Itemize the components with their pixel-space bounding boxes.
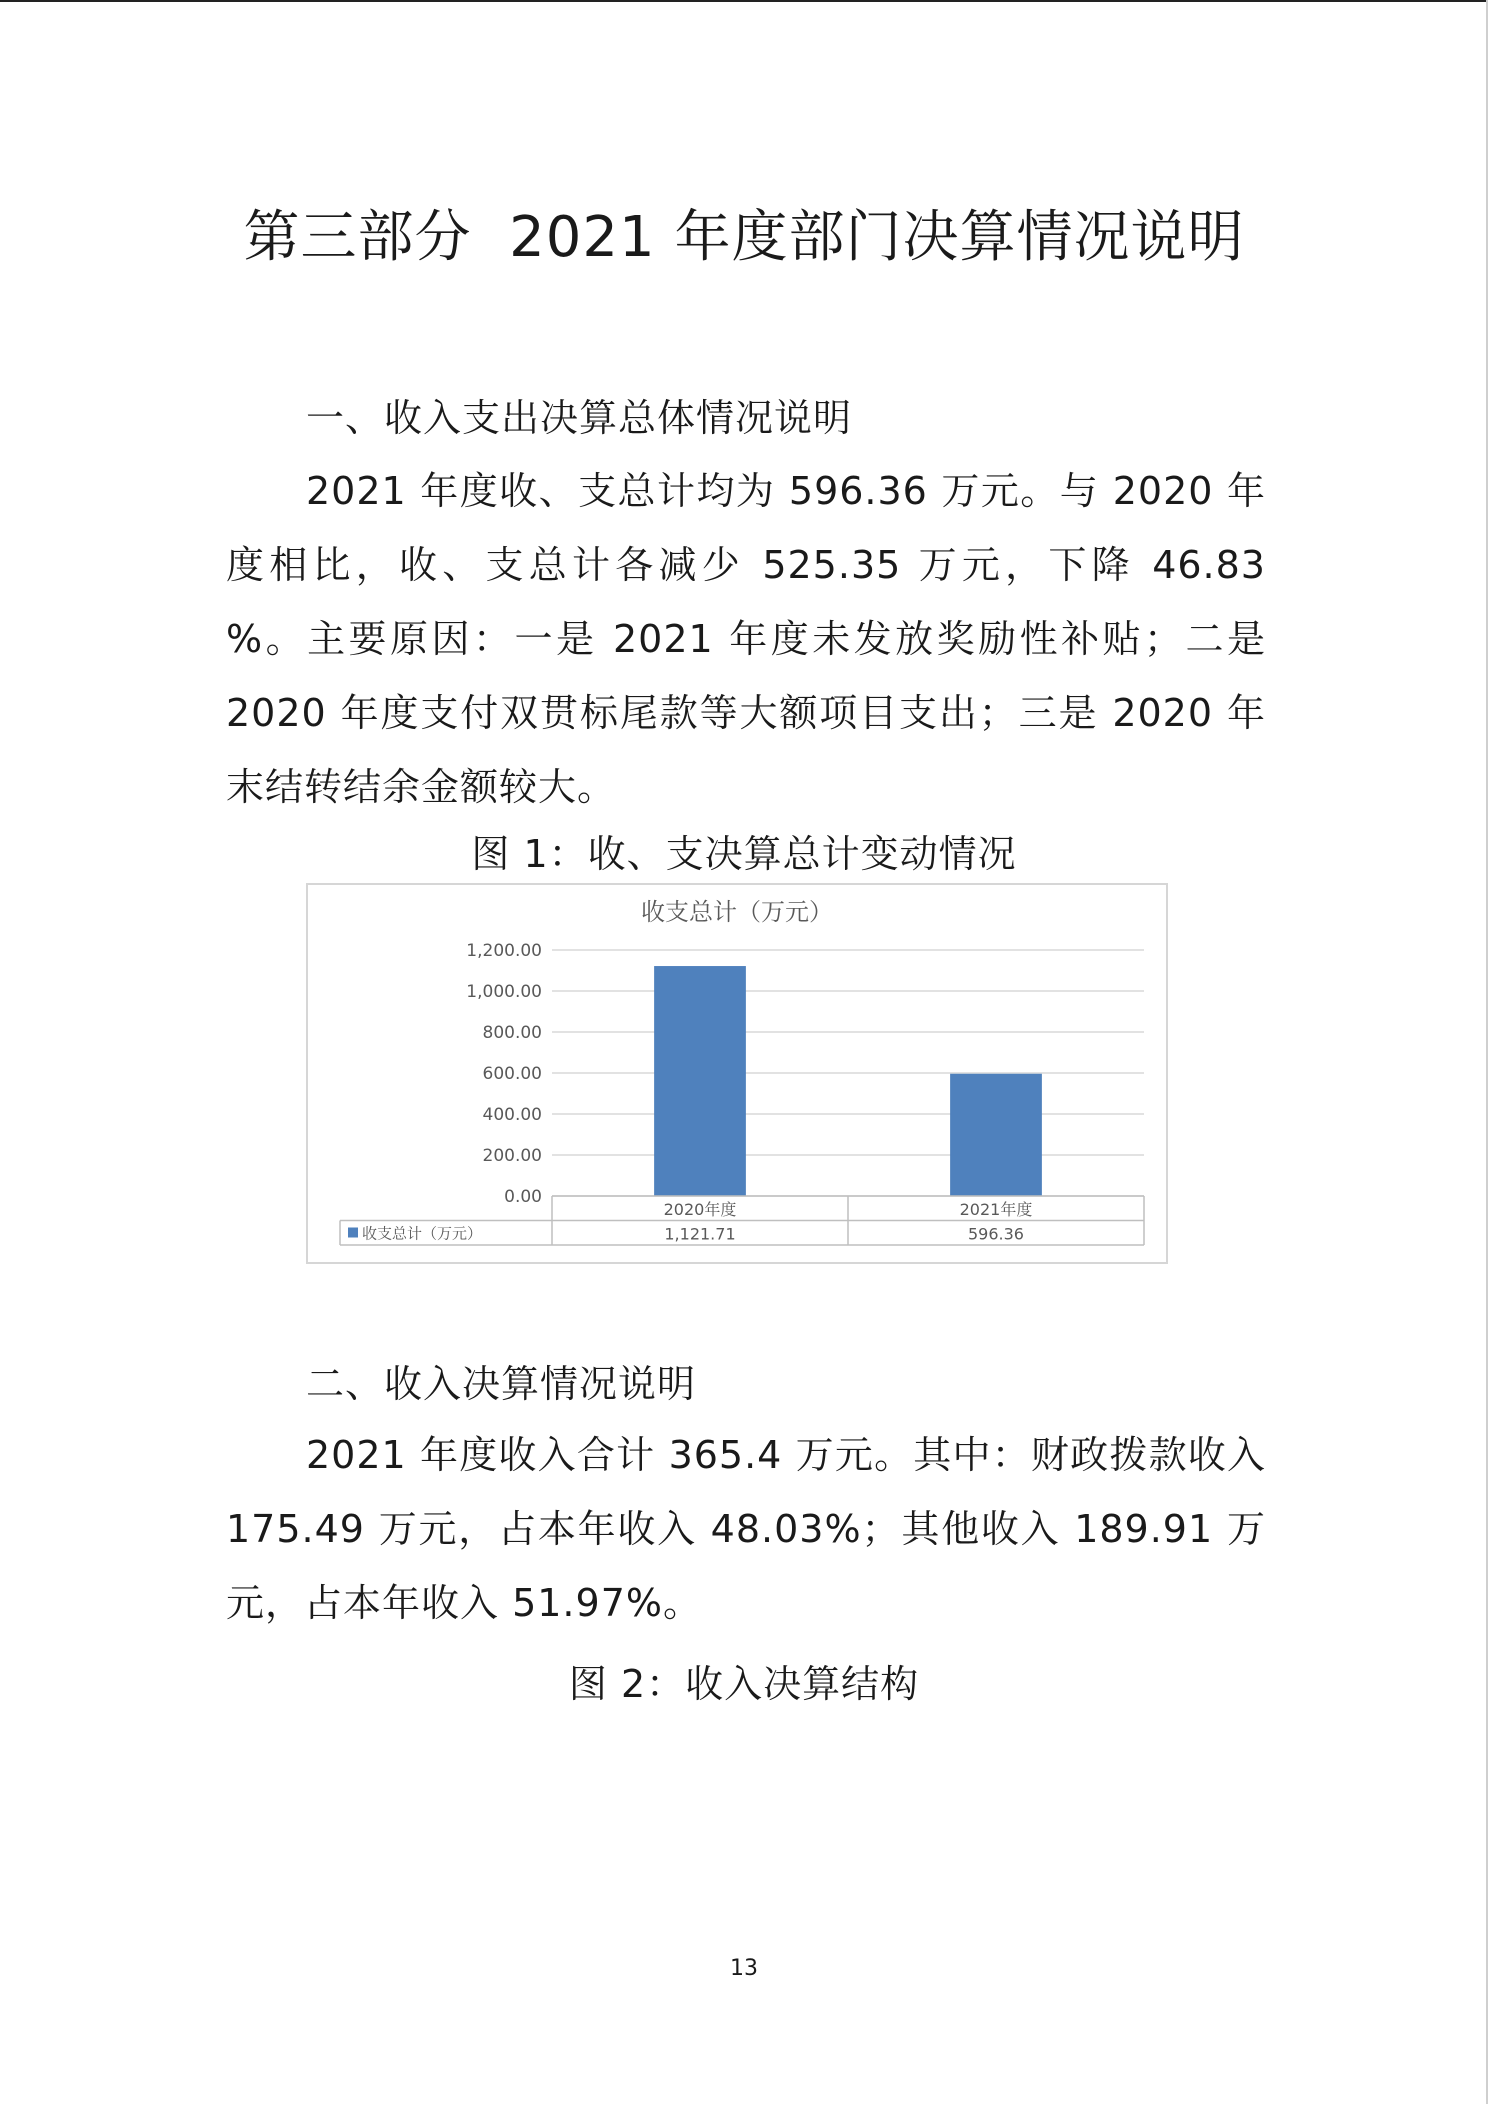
- y-tick-label: 0.00: [504, 1187, 542, 1207]
- bar: [950, 1074, 1042, 1196]
- bar-chart: [306, 883, 1168, 1264]
- page-number: 13: [730, 1956, 758, 1981]
- y-tick-label: 600.00: [482, 1064, 542, 1084]
- page-title: 第三部分 2021 年度部门决算情况说明: [243, 205, 1245, 270]
- bar-chart-svg: [308, 885, 1166, 1262]
- x-category-label: 2021年度: [959, 1200, 1033, 1219]
- legend-swatch: [348, 1228, 358, 1238]
- figure-caption-2: 图 2：收入决算结构: [568, 1662, 920, 1706]
- y-tick-label: 800.00: [482, 1023, 542, 1043]
- legend-label: 收支总计（万元）: [362, 1224, 483, 1243]
- section-paragraph-income: 2021 年度收入合计 365.4 万元。其中：财政拨款收入 175.49 万元，占本年收入 48.03%；其他收入 189.91 万元，占本年收入 51.97%。: [226, 1433, 1266, 1625]
- y-tick-label: 1,000.00: [466, 982, 542, 1002]
- y-tick-label: 200.00: [482, 1146, 542, 1166]
- chart-title: 收支总计（万元）: [641, 898, 833, 926]
- section-paragraph-income-expense: 2021 年度收、支总计均为 596.36 万元。与 2020 年度相比，收、支总计各减少 525.35 万元，下降 46.83 %。主要原因：一是 2021 年度未发放奖励性补贴；二是 2020 年度支付双贯标尾款等大额项目支出；三是 2020 年末结转结余金额较大。: [226, 469, 1266, 809]
- bar: [654, 966, 746, 1196]
- data-label: 1,121.71: [664, 1224, 736, 1244]
- x-category-label: 2020年度: [663, 1200, 737, 1219]
- section-heading-income-expense: 一、收入支出决算总体情况说明: [306, 396, 853, 440]
- figure-caption-1: 图 1：收、支决算总计变动情况: [471, 832, 1017, 876]
- data-label: 596.36: [968, 1224, 1024, 1244]
- section-heading-income: 二、收入决算情况说明: [306, 1362, 697, 1406]
- y-tick-label: 400.00: [482, 1105, 542, 1125]
- y-tick-label: 1,200.00: [466, 941, 542, 961]
